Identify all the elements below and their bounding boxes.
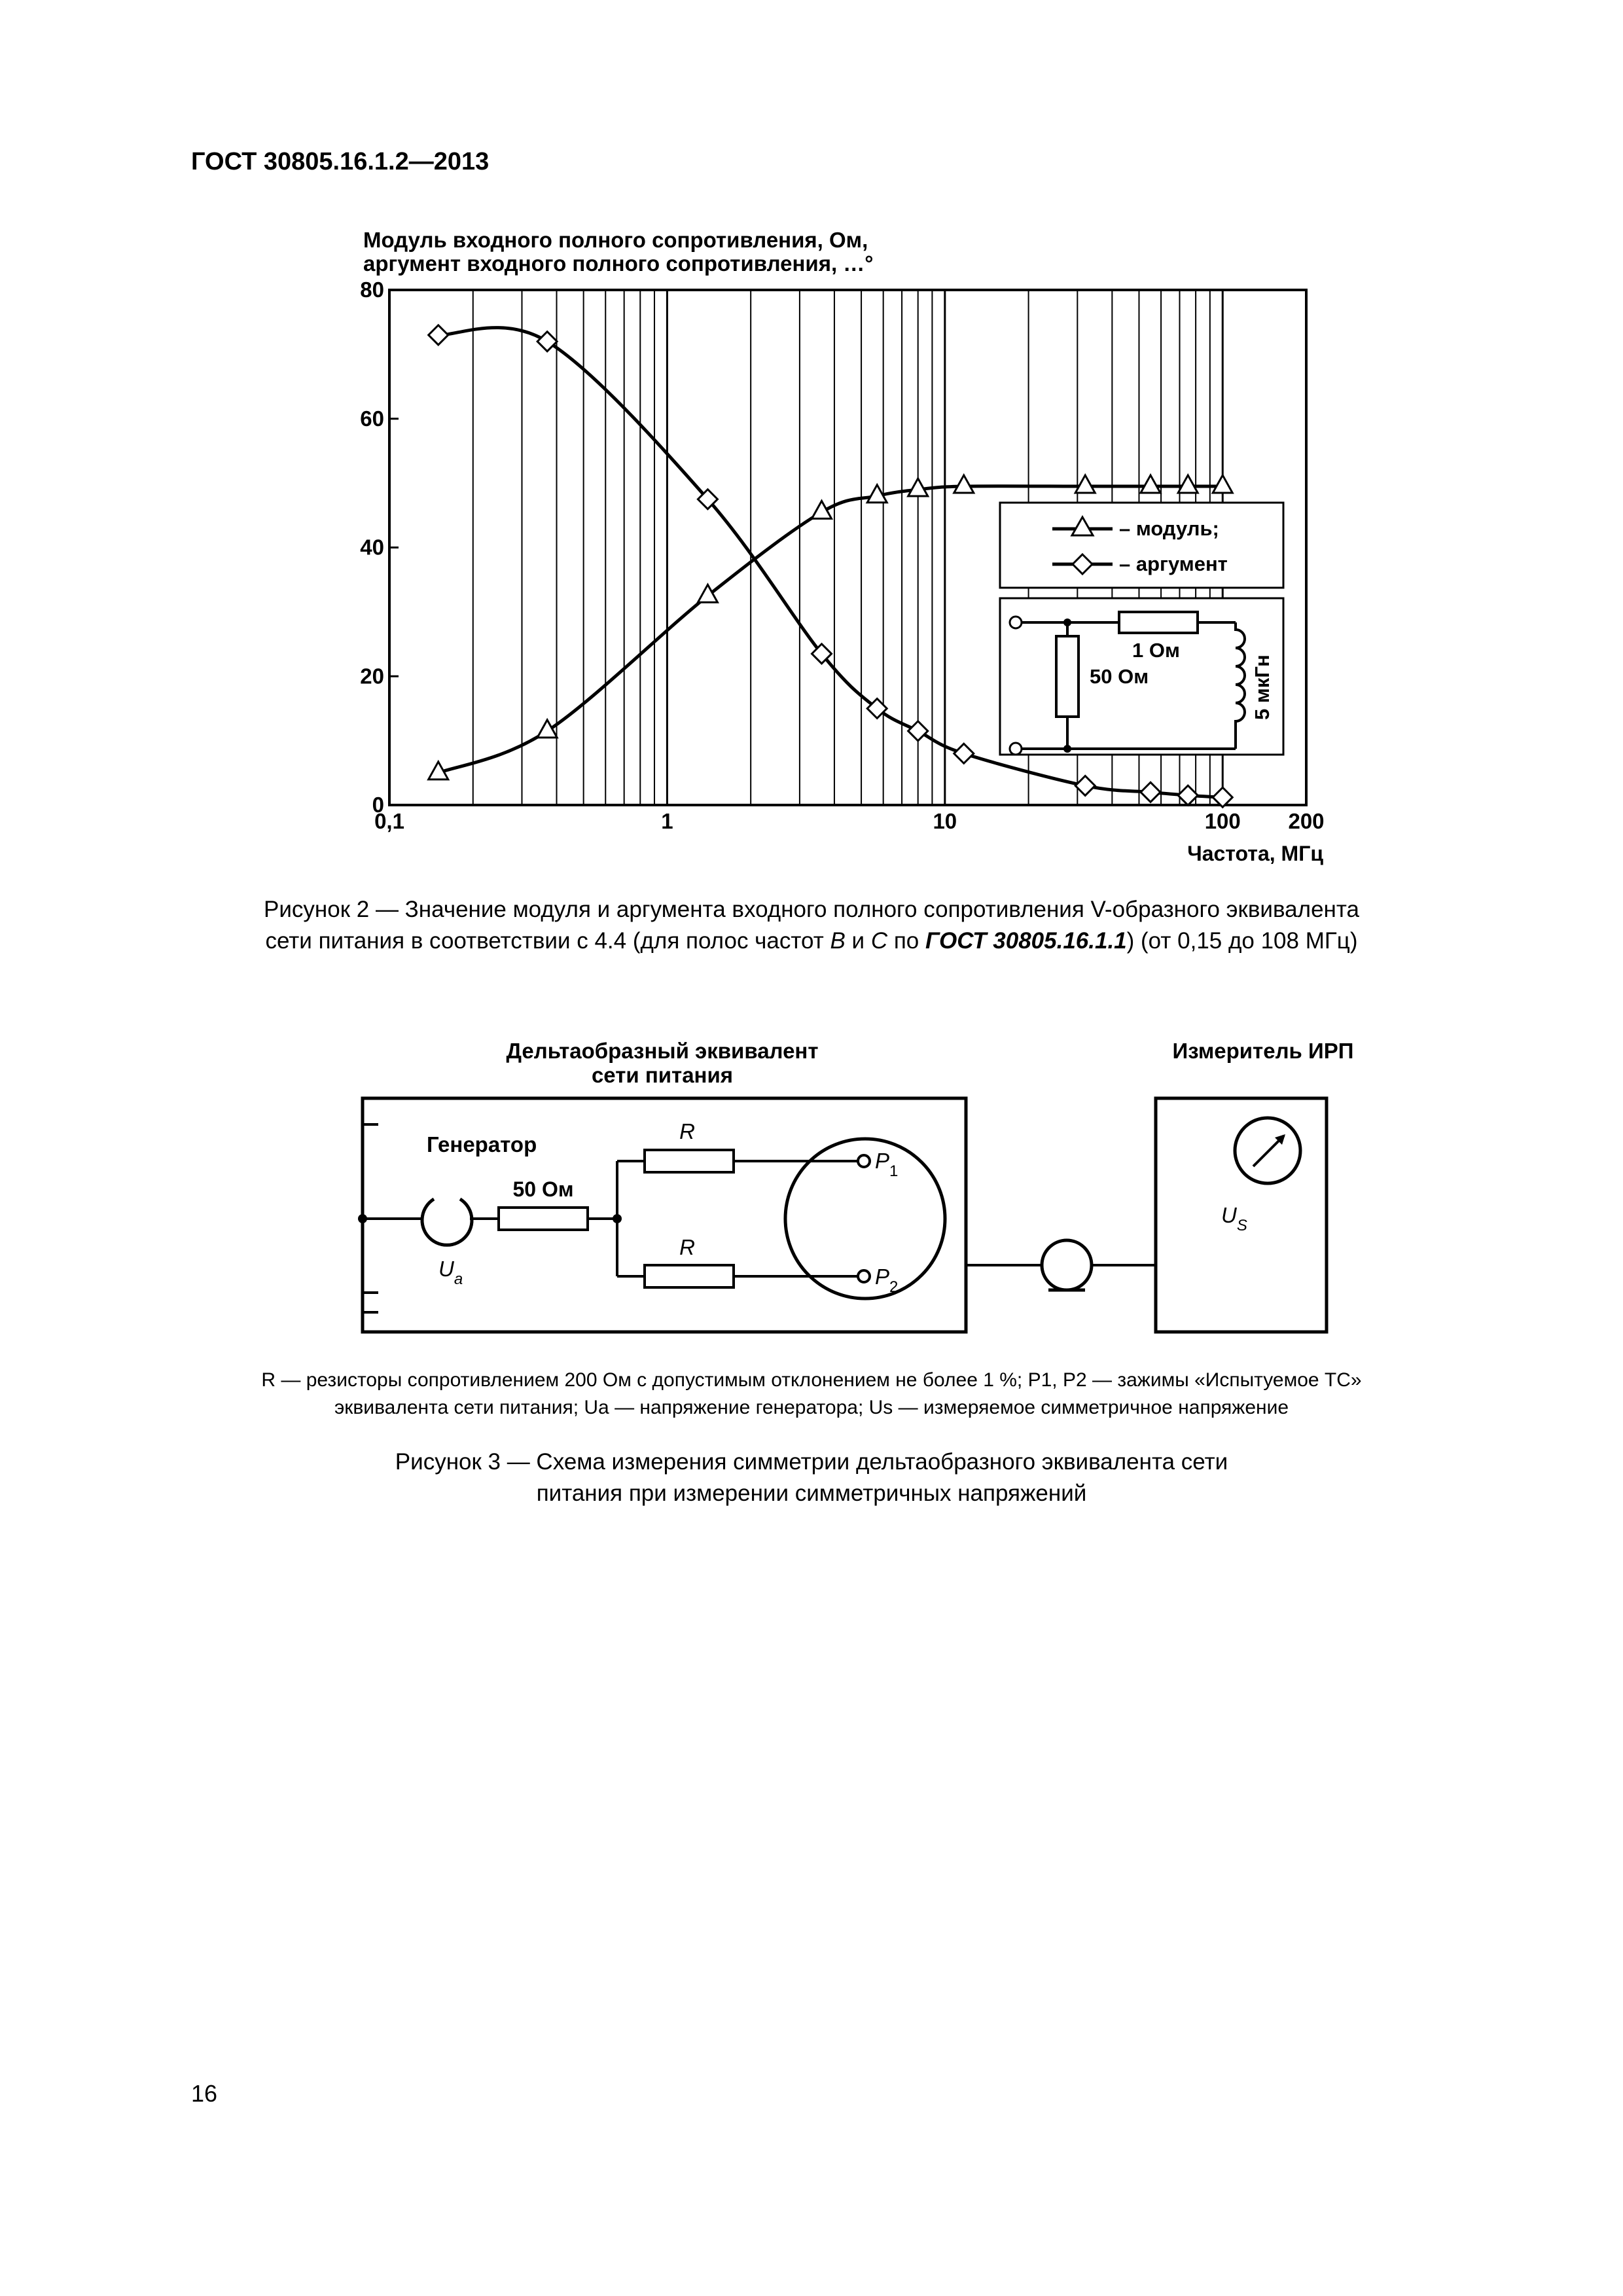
- resistor-r-bottom-icon: [645, 1265, 734, 1287]
- p1-label: $P_1$: [875, 1149, 899, 1180]
- legend-argument: – аргумент: [1119, 552, 1228, 575]
- y-tick-label: 20: [360, 664, 384, 689]
- resistor-50ohm-icon: [499, 1208, 588, 1230]
- x-tick-label: 200: [1288, 809, 1325, 833]
- x-tick-label: 1: [661, 809, 673, 833]
- chart-ylabel-line2: аргумент входного полного сопротивления, …°: [363, 251, 874, 276]
- x-tick-label: 0,1: [374, 809, 404, 833]
- chart-xlabel: Частота, МГц: [1187, 842, 1323, 865]
- page-number: 16: [191, 2080, 218, 2107]
- x-tick-label: 100: [1204, 809, 1241, 833]
- inset-l-label: 5 мкГн: [1251, 655, 1274, 720]
- chart-ylabel-line1: Модуль входного полного сопротивления, Ом,: [363, 228, 868, 252]
- delta-title-line1: Дельтаобразный эквивалент: [506, 1039, 819, 1063]
- inset-r1-label: 1 Ом: [1132, 639, 1180, 662]
- coax-cable-icon: [1042, 1240, 1092, 1290]
- inset-r2-label: 50 Ом: [1090, 665, 1149, 688]
- y-tick-label: 80: [360, 278, 384, 302]
- x-tick-label: 10: [933, 809, 957, 833]
- figure-3-note-line1: R — резисторы сопротивлением 200 Ом с допустимым отклонением не более 1 %; P1, P2 — зажимы «Испытуемое ТС»: [261, 1369, 1362, 1391]
- r-top-label: R: [679, 1119, 695, 1143]
- y-tick-label: 0: [372, 793, 384, 817]
- y-tick-label: 60: [360, 406, 384, 431]
- legend-modul: – модуль;: [1119, 517, 1219, 540]
- ua-label: $U_a$: [438, 1257, 463, 1288]
- figure-3-note-line2: эквивалента сети питания; Ua — напряжение генератора; Us — измеряемое симметричное напряжение: [334, 1397, 1289, 1418]
- generator-label: Генератор: [427, 1132, 537, 1157]
- figure-3-caption-line2: питания при измерении симметричных напряжений: [536, 1480, 1087, 1507]
- meter-title: Измеритель ИРП: [1172, 1039, 1354, 1063]
- us-label: $U_S$: [1221, 1203, 1247, 1234]
- figure-2-caption-line1: Рисунок 2 — Значение модуля и аргумента входного полного сопротивления V-образного эквивалента: [264, 897, 1359, 922]
- delta-title-line2: сети питания: [591, 1063, 734, 1087]
- document-header: ГОСТ 30805.16.1.2—2013: [191, 148, 490, 175]
- figure-3-note: [196, 1367, 1427, 1422]
- figure-2-caption-line2: сети питания в соответствии с 4.4 (для полос частот B и C по ГОСТ 30805.16.1.1) (от 0,15 до 108 МГц): [265, 928, 1358, 954]
- terminal-p1-icon: [858, 1155, 870, 1167]
- figure-3-caption: [196, 1446, 1427, 1510]
- terminal-p2-icon: [858, 1270, 870, 1282]
- y-tick-label: 40: [360, 535, 384, 560]
- r50-label: 50 Ом: [512, 1177, 574, 1201]
- r-bottom-label: R: [679, 1235, 695, 1259]
- resistor-r-top-icon: [645, 1150, 734, 1172]
- generator-source-icon: [422, 1199, 472, 1245]
- figure-3-caption-line1: Рисунок 3 — Схема измерения симметрии дельтаобразного эквивалента сети: [395, 1449, 1228, 1475]
- p2-label: $P_2$: [875, 1265, 899, 1296]
